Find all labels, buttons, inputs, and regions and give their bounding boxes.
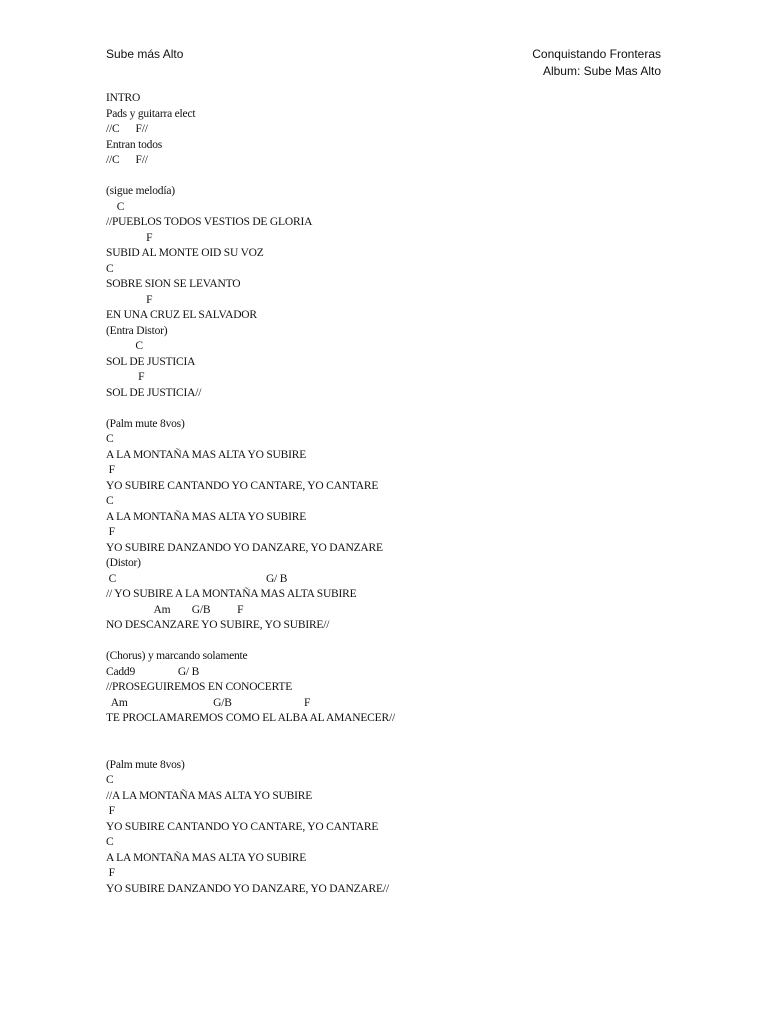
album-name: Album: Sube Mas Alto xyxy=(542,64,661,78)
sheet-line: SUBID AL MONTE OID SU VOZ xyxy=(106,247,264,259)
sheet-line: F xyxy=(106,805,115,817)
sheet-line: Cadd9 G/ B xyxy=(106,665,200,678)
sheet-line: NO DESCANZARE YO SUBIRE, YO SUBIRE// xyxy=(106,619,330,631)
sheet-line: // YO SUBIRE A LA MONTAÑA MAS ALTA SUBIRE xyxy=(106,588,357,600)
sheet-line xyxy=(106,727,706,743)
sheet-line: YO SUBIRE DANZANDO YO DANZARE, YO DANZARE xyxy=(106,541,383,554)
sheet-line: C G/ B xyxy=(106,572,288,585)
sheet-line: YO SUBIRE CANTANDO YO CANTARE, YO CANTARE xyxy=(106,479,379,492)
sheet-line: //PUEBLOS TODOS VESTIOS DE GLORIA xyxy=(106,216,313,228)
sheet-line: SOL DE JUSTICIA// xyxy=(106,386,202,399)
sheet-line: Am G/B F xyxy=(106,696,311,709)
sheet-line: Am G/B F xyxy=(106,603,244,616)
sheet-line: (sigue melodía) xyxy=(106,185,175,197)
sheet-line: (Palm mute 8vos) xyxy=(106,417,185,430)
sheet-line: F xyxy=(106,867,115,879)
sheet-line: (Palm mute 8vos) xyxy=(106,758,185,771)
sheet-line: C xyxy=(106,262,114,275)
sheet-line: C xyxy=(106,836,114,848)
sheet-line: C xyxy=(106,774,114,786)
sheet-line: F xyxy=(106,371,145,383)
sheet-line: F xyxy=(106,231,153,244)
sheet-line: A LA MONTAÑA MAS ALTA YO SUBIRE xyxy=(106,448,307,461)
sheet-line xyxy=(106,169,706,185)
sheet-line: //A LA MONTAÑA MAS ALTA YO SUBIRE xyxy=(106,789,313,802)
sheet-line: //PROSEGUIREMOS EN CONOCERTE xyxy=(106,681,293,693)
artist-name: Conquistando Fronteras xyxy=(532,47,661,61)
chord-sheet-body xyxy=(106,91,706,897)
sheet-line: Entran todos xyxy=(106,138,163,151)
song-title: Sube más Alto xyxy=(106,47,184,61)
sheet-line: F xyxy=(106,293,153,306)
sheet-line: //C F// xyxy=(106,154,148,166)
sheet-line: Pads y guitarra elect xyxy=(106,107,196,120)
sheet-line: F xyxy=(106,464,115,476)
sheet-line: INTRO xyxy=(106,92,141,104)
sheet-line: C xyxy=(106,200,125,213)
sheet-line: C xyxy=(106,495,114,507)
sheet-line: EN UNA CRUZ EL SALVADOR xyxy=(106,309,257,321)
sheet-line: YO SUBIRE CANTANDO YO CANTARE, YO CANTARE xyxy=(106,820,379,833)
sheet-line: SOBRE SION SE LEVANTO xyxy=(106,278,241,290)
sheet-line: A LA MONTAÑA MAS ALTA YO SUBIRE xyxy=(106,510,307,523)
sheet-line: F xyxy=(106,526,115,538)
sheet-line: TE PROCLAMAREMOS COMO EL ALBA AL AMANECER// xyxy=(106,712,395,724)
sheet-line xyxy=(106,634,706,650)
sheet-line: (Chorus) y marcando solamente xyxy=(106,650,248,662)
sheet-line: C xyxy=(106,433,114,445)
sheet-line: (Distor) xyxy=(106,557,141,569)
sheet-line: YO SUBIRE DANZANDO YO DANZARE, YO DANZARE// xyxy=(106,882,389,895)
sheet-line xyxy=(106,401,706,417)
sheet-line: C xyxy=(106,340,143,352)
sheet-line: //C F// xyxy=(106,123,148,135)
sheet-line: SOL DE JUSTICIA xyxy=(106,355,196,368)
sheet-line xyxy=(106,742,706,758)
header-right xyxy=(532,46,661,80)
sheet-line: A LA MONTAÑA MAS ALTA YO SUBIRE xyxy=(106,851,307,864)
sheet-line: (Entra Distor) xyxy=(106,324,168,337)
